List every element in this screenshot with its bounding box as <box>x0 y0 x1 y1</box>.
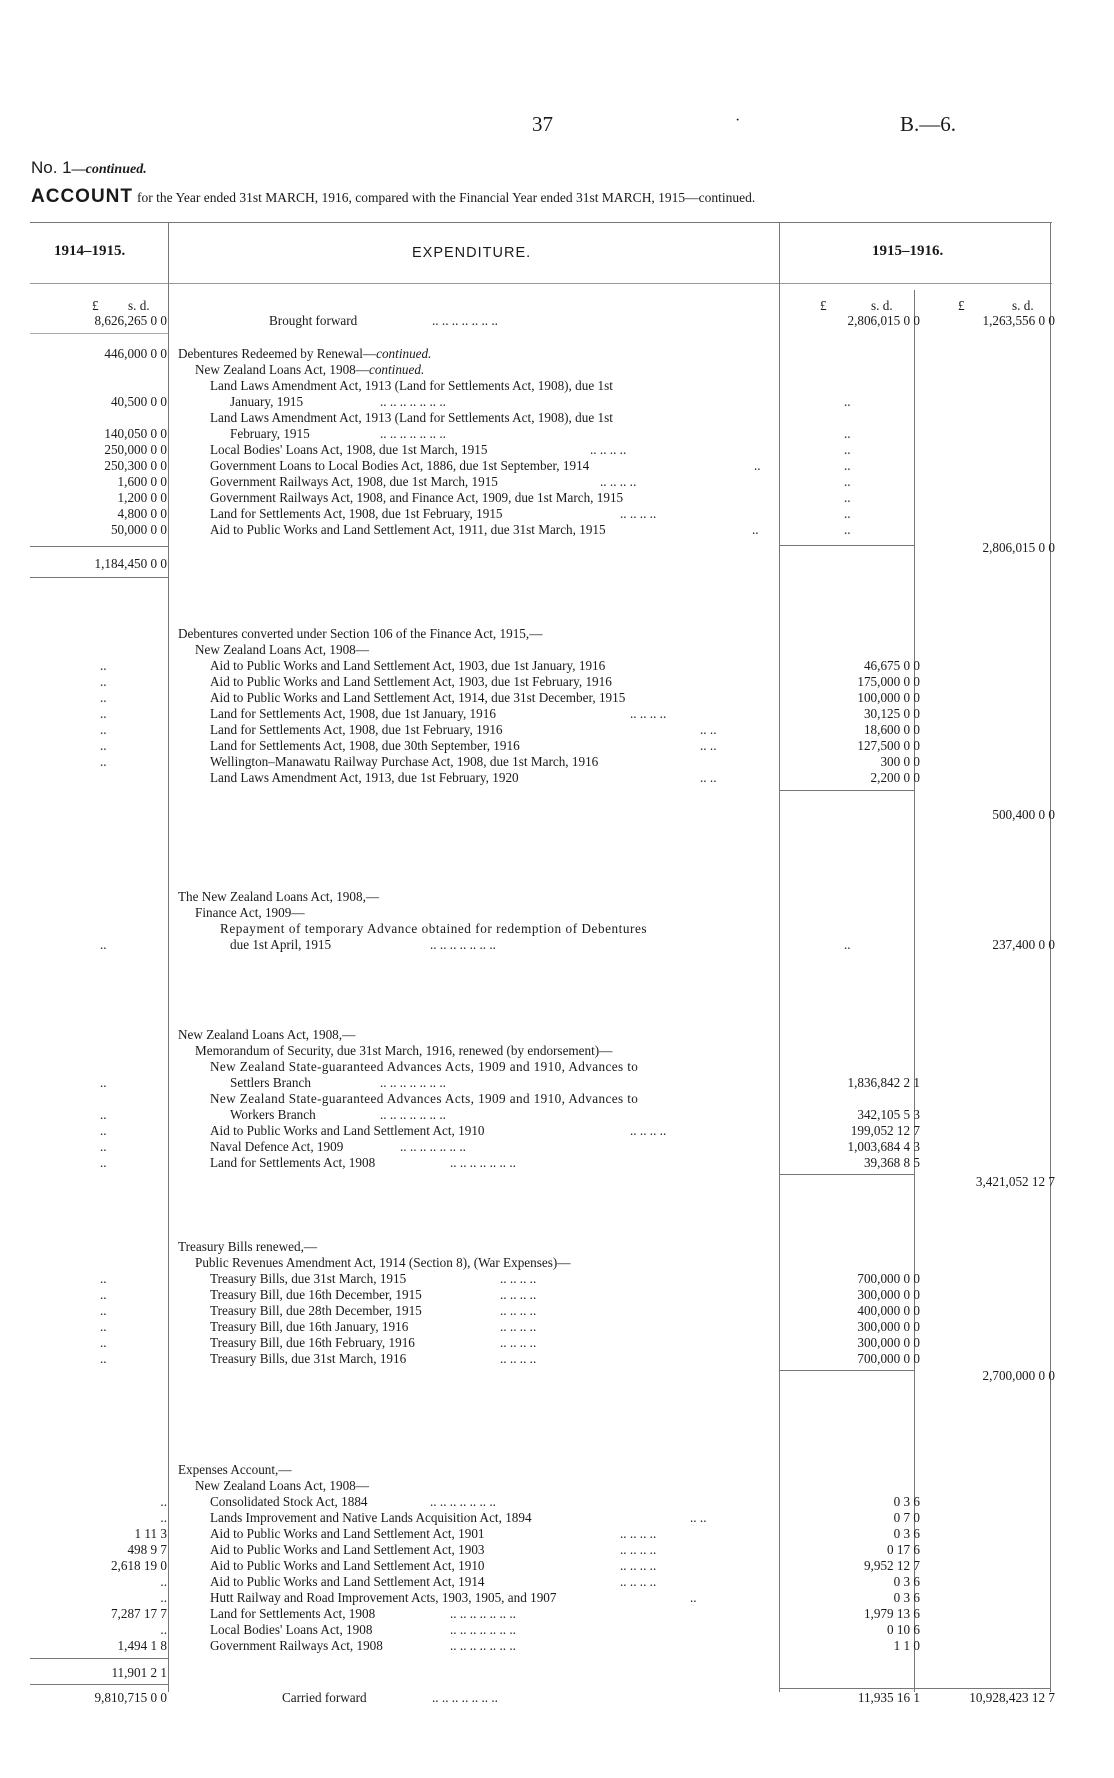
col-divider-inner <box>779 222 780 1692</box>
expenses-line-9: Local Bodies' Loans Act, 1908 <box>210 1622 373 1637</box>
prev-placeholder: .. <box>100 1303 107 1318</box>
expenses-line-4: Aid to Public Works and Land Settlement Act, 1903 <box>210 1542 485 1557</box>
memorandum-inner-5: 199,052 12 7 <box>850 1123 920 1138</box>
renewal-inner-7: .. <box>844 474 851 489</box>
converted-inner-1: 46,675 0 0 <box>863 658 920 673</box>
expenses-heading: Expenses Account,— <box>178 1462 292 1477</box>
converted-heading: Debentures converted under Section 106 of the Finance Act, 1915,— <box>178 626 543 641</box>
nzloans-inner: .. <box>844 937 851 952</box>
renewal-prev-6: 250,300 0 0 <box>104 458 167 473</box>
prev-placeholder: .. <box>100 1287 107 1302</box>
converted-line-3: Aid to Public Works and Land Settlement Act, 1914, due 31st December, 1915 <box>210 690 626 705</box>
unit-pound-prev: £ <box>92 298 99 313</box>
converted-line-2: Aid to Public Works and Land Settlement Act, 1903, due 1st February, 1916 <box>210 674 612 689</box>
rule-expenses-prev-2 <box>30 1684 168 1685</box>
prev-placeholder: .. <box>100 690 107 705</box>
leader-dots: .. .. .. .. .. .. .. <box>430 937 496 952</box>
expenses-prev-6: .. <box>160 1574 167 1589</box>
renewal-inner-2: .. <box>844 394 851 409</box>
nzloans-outer: 237,400 0 0 <box>992 937 1055 952</box>
unit-sd-inner: s. d. <box>871 298 893 313</box>
unit-pound-outer: £ <box>958 298 965 313</box>
expenses-line-5: Aid to Public Works and Land Settlement Act, 1910 <box>210 1558 485 1573</box>
expenses-prev-5: 2,618 19 0 <box>110 1558 167 1573</box>
leader-dots: .. .. .. .. <box>620 1558 657 1573</box>
leader-dots: .. .. .. .. .. .. .. <box>380 1107 446 1122</box>
carried-forward-label: Carried forward <box>282 1690 367 1705</box>
expenses-prev-total: 11,901 2 1 <box>111 1665 167 1680</box>
memorandum-outer-total: 3,421,052 12 7 <box>975 1174 1055 1189</box>
converted-inner-6: 127,500 0 0 <box>857 738 920 753</box>
prev-placeholder: .. <box>100 1319 107 1334</box>
treasury-line-2: Treasury Bill, due 16th December, 1915 <box>210 1287 422 1302</box>
prev-placeholder: .. <box>100 1155 107 1170</box>
expenses-line-10: Government Railways Act, 1908 <box>210 1638 383 1653</box>
treasury-subheading: Public Revenues Amendment Act, 1914 (Section 8), (War Expenses)— <box>195 1255 571 1270</box>
renewal-prev-2: 40,500 0 0 <box>110 394 167 409</box>
rule-treasury-inner <box>780 1370 914 1371</box>
rule-renewal-inner <box>780 545 914 546</box>
prev-placeholder: .. <box>100 674 107 689</box>
renewal-line-10: Aid to Public Works and Land Settlement Act, 1911, due 31st March, 1915 <box>210 522 606 537</box>
leader-dots: .. .. .. .. .. .. .. <box>432 313 498 328</box>
leader-dots: .. .. .. .. <box>500 1287 537 1302</box>
memorandum-line-2: Settlers Branch <box>230 1075 311 1090</box>
renewal-inner-9: .. <box>844 506 851 521</box>
renewal-prev-8: 1,200 0 0 <box>117 490 167 505</box>
renewal-outer-total: 2,806,015 0 0 <box>982 540 1055 555</box>
expenses-inner-2: 0 7 0 <box>893 1510 920 1525</box>
renewal-line-3: Land Laws Amendment Act, 1913 (Land for Settlements Act, 1908), due 1st <box>210 410 613 425</box>
col-right-edge <box>1050 222 1051 1692</box>
leader-dots: .. .. .. .. <box>630 706 667 721</box>
renewal-prev-10: 50,000 0 0 <box>110 522 167 537</box>
renewal-prev-4: 140,050 0 0 <box>104 426 167 441</box>
converted-inner-4: 30,125 0 0 <box>863 706 920 721</box>
nzloans-heading: The New Zealand Loans Act, 1908,— <box>178 889 380 904</box>
prev-placeholder: .. <box>100 1271 107 1286</box>
leader-dots: .. <box>690 1590 697 1605</box>
brought-forward-inner: 2,806,015 0 0 <box>847 313 920 328</box>
memorandum-line-6: Naval Defence Act, 1909 <box>210 1139 344 1154</box>
renewal-prev-9: 4,800 0 0 <box>117 506 167 521</box>
expenses-inner-9: 0 10 6 <box>887 1622 920 1637</box>
leader-dots: .. .. .. .. <box>630 1123 667 1138</box>
memorandum-line-3: New Zealand State-guaranteed Advances Acts, 1909 and 1910, Advances to <box>210 1091 639 1106</box>
renewal-prev-5: 250,000 0 0 <box>104 442 167 457</box>
expenses-inner-3: 0 3 6 <box>893 1526 920 1541</box>
treasury-inner-1: 700,000 0 0 <box>857 1271 920 1286</box>
leader-dots: .. .. .. .. <box>620 1526 657 1541</box>
col-divider-outer <box>914 290 915 1692</box>
converted-inner-5: 18,600 0 0 <box>863 722 920 737</box>
expenses-line-1: Consolidated Stock Act, 1884 <box>210 1494 368 1509</box>
rule-converted-inner <box>780 790 914 791</box>
page-reference: B.—6. <box>900 112 957 136</box>
expenses-inner-5: 9,952 12 7 <box>863 1558 920 1573</box>
expenses-inner-8: 1,979 13 6 <box>863 1606 920 1621</box>
nzloans-subheading: Finance Act, 1909— <box>195 905 305 920</box>
renewal-inner-8: .. <box>844 490 851 505</box>
treasury-line-1: Treasury Bills, due 31st March, 1915 <box>210 1271 407 1286</box>
leader-dots: .. .. .. .. .. .. .. <box>450 1622 516 1637</box>
rule-expenses-prev <box>30 1658 168 1659</box>
prev-placeholder: .. <box>100 754 107 769</box>
brought-forward-label: Brought forward <box>269 313 358 328</box>
leader-dots: .. .. .. .. <box>620 1542 657 1557</box>
renewal-line-9: Land for Settlements Act, 1908, due 1st February, 1915 <box>210 506 503 521</box>
renewal-line-7: Government Railways Act, 1908, due 1st March, 1915 <box>210 474 498 489</box>
leader-dots: .. <box>752 522 759 537</box>
expenses-prev-1: .. <box>160 1494 167 1509</box>
carried-forward-outer: 10,928,423 12 7 <box>969 1690 1055 1705</box>
treasury-inner-5: 300,000 0 0 <box>857 1335 920 1350</box>
converted-inner-7: 300 0 0 <box>880 754 920 769</box>
expenses-line-6: Aid to Public Works and Land Settlement Act, 1914 <box>210 1574 485 1589</box>
page-dot: · <box>735 112 741 129</box>
treasury-line-3: Treasury Bill, due 28th December, 1915 <box>210 1303 422 1318</box>
renewal-inner-5: .. <box>844 442 851 457</box>
leader-dots: .. <box>754 458 761 473</box>
expenses-inner-7: 0 3 6 <box>893 1590 920 1605</box>
expenses-inner-1: 0 3 6 <box>893 1494 920 1509</box>
leader-dots: .. .. .. .. .. .. .. <box>432 1690 498 1705</box>
converted-line-6: Land for Settlements Act, 1908, due 30th September, 1916 <box>210 738 520 753</box>
memorandum-line-5: Aid to Public Works and Land Settlement Act, 1910 <box>210 1123 485 1138</box>
table-top-rule <box>30 222 1052 223</box>
expenses-prev-3: 1 11 3 <box>134 1526 167 1541</box>
memorandum-inner-4: 342,105 5 3 <box>857 1107 920 1122</box>
prev-placeholder: .. <box>100 658 107 673</box>
leader-dots: .. .. .. .. <box>620 1574 657 1589</box>
converted-inner-8: 2,200 0 0 <box>870 770 920 785</box>
leader-dots: .. .. .. .. .. .. .. <box>450 1638 516 1653</box>
leader-dots: .. .. <box>700 722 717 737</box>
leader-dots: .. .. .. .. .. .. .. <box>380 426 446 441</box>
carried-forward-prev: 9,810,715 0 0 <box>94 1690 167 1705</box>
renewal-prev-total: 1,184,450 0 0 <box>94 556 167 571</box>
leader-dots: .. .. .. .. .. .. .. <box>450 1606 516 1621</box>
header-bottom-rule <box>30 283 1052 284</box>
expenses-prev-10: 1,494 1 8 <box>117 1638 167 1653</box>
unit-sd-outer: s. d. <box>1012 298 1034 313</box>
treasury-inner-6: 700,000 0 0 <box>857 1351 920 1366</box>
header-current-year: 1915–1916. <box>872 243 944 259</box>
renewal-inner-10: .. <box>844 522 851 537</box>
leader-dots: .. .. .. .. <box>500 1303 537 1318</box>
renewal-inner-6: .. <box>844 458 851 473</box>
expenses-subheading: New Zealand Loans Act, 1908— <box>195 1478 369 1493</box>
leader-dots: .. .. .. .. <box>620 506 657 521</box>
brought-forward-outer: 1,263,556 0 0 <box>982 313 1055 328</box>
leader-dots: .. .. .. .. <box>500 1351 537 1366</box>
expenses-prev-2: .. <box>160 1510 167 1525</box>
prev-placeholder: .. <box>100 722 107 737</box>
converted-inner-3: 100,000 0 0 <box>857 690 920 705</box>
expenses-prev-7: .. <box>160 1590 167 1605</box>
converted-inner-2: 175,000 0 0 <box>857 674 920 689</box>
prev-placeholder: .. <box>100 1075 107 1090</box>
memorandum-heading: New Zealand Loans Act, 1908,— <box>178 1027 356 1042</box>
converted-line-8: Land Laws Amendment Act, 1913, due 1st February, 1920 <box>210 770 519 785</box>
rule-brought-forward <box>30 333 168 334</box>
unit-sd-prev: s. d. <box>128 298 150 313</box>
nzloans-line-1: Repayment of temporary Advance obtained for redemption of Debentures <box>220 921 648 936</box>
prev-placeholder: .. <box>100 1351 107 1366</box>
converted-line-7: Wellington–Manawatu Railway Purchase Act, 1908, due 1st March, 1916 <box>210 754 599 769</box>
expenses-inner-10: 1 1 0 <box>893 1638 920 1653</box>
leader-dots: .. .. .. .. .. .. .. <box>380 394 446 409</box>
leader-dots: .. .. .. .. .. .. .. <box>400 1139 466 1154</box>
leader-dots: .. .. .. .. .. .. .. <box>450 1155 516 1170</box>
account-title: ACCOUNT for the Year ended 31st MARCH, 1916, compared with the Financial Year ended 31st MARCH, 1915—continued. <box>31 186 756 207</box>
expenses-prev-9: .. <box>160 1622 167 1637</box>
leader-dots: .. .. <box>700 770 717 785</box>
renewal-heading: Debentures Redeemed by Renewal—continued. <box>178 346 432 361</box>
leader-dots: .. .. .. .. <box>500 1319 537 1334</box>
prev-placeholder: .. <box>100 937 107 952</box>
treasury-line-4: Treasury Bill, due 16th January, 1916 <box>210 1319 409 1334</box>
leader-dots: .. .. .. .. <box>500 1335 537 1350</box>
renewal-line-1: Land Laws Amendment Act, 1913 (Land for Settlements Act, 1908), due 1st <box>210 378 613 393</box>
memorandum-line-7: Land for Settlements Act, 1908 <box>210 1155 376 1170</box>
memorandum-subheading: Memorandum of Security, due 31st March, 1916, renewed (by endorsement)— <box>195 1043 613 1058</box>
treasury-heading: Treasury Bills renewed,— <box>178 1239 318 1254</box>
leader-dots: .. .. .. .. .. .. .. <box>430 1494 496 1509</box>
memorandum-inner-7: 39,368 8 5 <box>863 1155 920 1170</box>
header-expenditure: EXPENDITURE. <box>412 245 532 261</box>
renewal-line-2: January, 1915 <box>230 394 304 409</box>
leader-dots: .. .. .. .. <box>500 1271 537 1286</box>
rule-renewal-prev-2 <box>30 577 168 578</box>
leader-dots: .. .. .. .. .. .. .. <box>380 1075 446 1090</box>
renewal-line-8: Government Railways Act, 1908, and Finance Act, 1909, due 1st March, 1915 <box>210 490 624 505</box>
rule-carried-inner <box>780 1688 1050 1689</box>
memorandum-line-1: New Zealand State-guaranteed Advances Acts, 1909 and 1910, Advances to <box>210 1059 639 1074</box>
expenses-line-8: Land for Settlements Act, 1908 <box>210 1606 376 1621</box>
converted-outer-total: 500,400 0 0 <box>992 807 1055 822</box>
expenses-line-2: Lands Improvement and Native Lands Acquisition Act, 1894 <box>210 1510 532 1525</box>
header-prev-year: 1914–1915. <box>54 243 126 259</box>
converted-subheading: New Zealand Loans Act, 1908— <box>195 642 369 657</box>
nzloans-line-2: due 1st April, 1915 <box>230 937 332 952</box>
rule-memorandum-inner <box>780 1174 914 1175</box>
renewal-inner-4: .. <box>844 426 851 441</box>
leader-dots: .. .. <box>700 738 717 753</box>
memorandum-line-4: Workers Branch <box>230 1107 316 1122</box>
treasury-inner-3: 400,000 0 0 <box>857 1303 920 1318</box>
renewal-line-5: Local Bodies' Loans Act, 1908, due 1st March, 1915 <box>210 442 488 457</box>
expenses-line-7: Hutt Railway and Road Improvement Acts, 1903, 1905, and 1907 <box>210 1590 557 1605</box>
renewal-subheading: New Zealand Loans Act, 1908—continued. <box>195 362 425 377</box>
renewal-prev-7: 1,600 0 0 <box>117 474 167 489</box>
expenses-prev-8: 7,287 17 7 <box>110 1606 167 1621</box>
treasury-line-6: Treasury Bills, due 31st March, 1916 <box>210 1351 407 1366</box>
prev-placeholder: .. <box>100 706 107 721</box>
leader-dots: .. .. .. .. <box>600 474 637 489</box>
expenses-line-3: Aid to Public Works and Land Settlement Act, 1901 <box>210 1526 485 1541</box>
page-number: 37 <box>532 112 553 136</box>
prev-placeholder: .. <box>100 738 107 753</box>
renewal-line-6: Government Loans to Local Bodies Act, 1886, due 1st September, 1914 <box>210 458 590 473</box>
treasury-outer-total: 2,700,000 0 0 <box>982 1368 1055 1383</box>
prev-placeholder: .. <box>100 1107 107 1122</box>
brought-forward-prev: 8,626,265 0 0 <box>94 313 167 328</box>
converted-line-4: Land for Settlements Act, 1908, due 1st January, 1916 <box>210 706 496 721</box>
expenses-inner-6: 0 3 6 <box>893 1574 920 1589</box>
rule-renewal-prev <box>30 546 168 547</box>
memorandum-inner-2: 1,836,842 2 1 <box>847 1075 920 1090</box>
converted-line-5: Land for Settlements Act, 1908, due 1st February, 1916 <box>210 722 503 737</box>
expenses-prev-4: 498 9 7 <box>127 1542 167 1557</box>
memorandum-inner-6: 1,003,684 4 3 <box>847 1139 920 1154</box>
converted-line-1: Aid to Public Works and Land Settlement Act, 1903, due 1st January, 1916 <box>210 658 606 673</box>
leader-dots: .. .. .. .. <box>590 442 627 457</box>
carried-forward-inner: 11,935 16 1 <box>857 1690 920 1705</box>
treasury-inner-4: 300,000 0 0 <box>857 1319 920 1334</box>
prev-placeholder: .. <box>100 1123 107 1138</box>
prev-placeholder: .. <box>100 1335 107 1350</box>
treasury-inner-2: 300,000 0 0 <box>857 1287 920 1302</box>
leader-dots: .. .. <box>690 1510 707 1525</box>
expenses-inner-4: 0 17 6 <box>887 1542 920 1557</box>
unit-pound-inner: £ <box>820 298 827 313</box>
continued-label: No. 1—continued. <box>31 158 147 177</box>
treasury-line-5: Treasury Bill, due 16th February, 1916 <box>210 1335 415 1350</box>
col-divider-prev <box>168 222 169 1692</box>
prev-placeholder: .. <box>100 1139 107 1154</box>
renewal-prev-1: 446,000 0 0 <box>104 346 167 361</box>
renewal-line-4: February, 1915 <box>230 426 310 441</box>
